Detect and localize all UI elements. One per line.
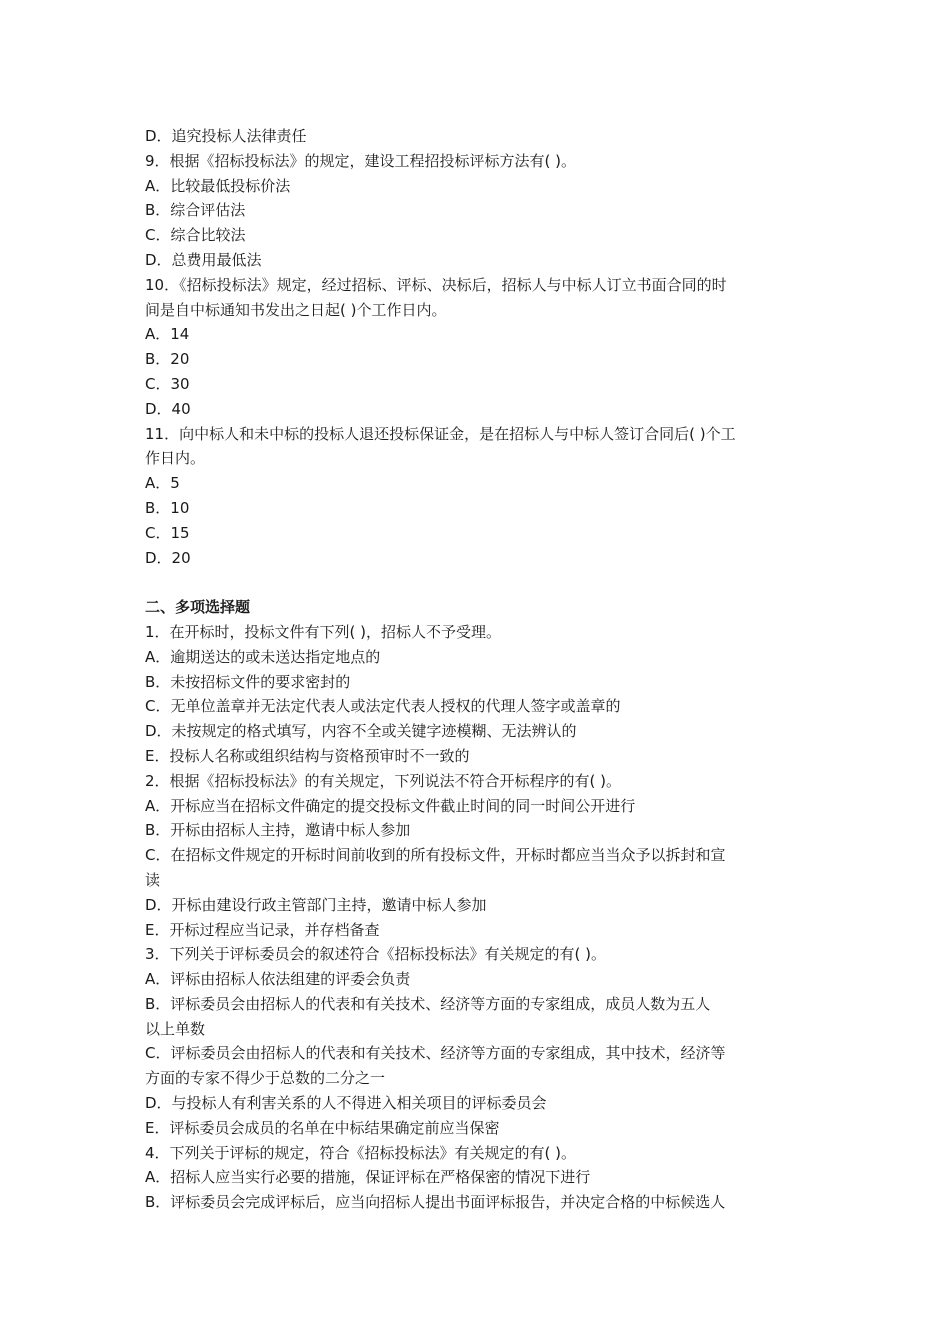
text-line: A．招标人应当实行必要的措施，保证评标在严格保密的情况下进行 <box>145 1168 591 1187</box>
text-line: B．未按招标文件的要求密封的 <box>145 672 351 691</box>
text-line: E．投标人名称或组织结构与资格预审时不一致的 <box>145 746 470 765</box>
text-line: D．开标由建设行政主管部门主持，邀请中标人参加 <box>145 895 487 914</box>
text-line: E．开标过程应当记录，并存档备查 <box>145 920 380 939</box>
text-line: C．30 <box>145 374 190 393</box>
text-line: B．评标委员会完成评标后，应当向招标人提出书面评标报告，并决定合格的中标候选人 <box>145 1193 726 1212</box>
text-line: D．追究投标人法律责任 <box>145 127 307 145</box>
text-line: C．无单位盖章并无法定代表人或法定代表人授权的代理人签字或盖章的 <box>145 697 621 716</box>
text-line: 作日内。 <box>145 449 206 468</box>
text-line: 3．下列关于评标委员会的叙述符合《招标投标法》有关规定的有( )。 <box>145 945 607 964</box>
text-line: E．评标委员会成员的名单在中标结果确定前应当保密 <box>145 1118 500 1137</box>
text-line: A．开标应当在招标文件确定的提交投标文件截止时间的同一时间公开进行 <box>145 796 636 815</box>
text-line: 2．根据《招标投标法》的有关规定，下列说法不符合开标程序的有( )。 <box>145 771 622 790</box>
text-line: A．5 <box>145 474 180 493</box>
text-line: B．10 <box>145 498 190 517</box>
text-line: D．与投标人有利害关系的人不得进入相关项目的评标委员会 <box>145 1094 547 1113</box>
text-line: 1．在开标时，投标文件有下列( )，招标人不予受理。 <box>145 622 502 641</box>
single-choice-section <box>145 124 810 570</box>
text-line: 以上单数 <box>145 1019 206 1038</box>
section-spacer <box>145 570 810 595</box>
text-line: B．综合评估法 <box>145 201 246 220</box>
text-line: B．20 <box>145 350 190 369</box>
text-line: D．总费用最低法 <box>145 250 262 269</box>
text-line: D．未按规定的格式填写，内容不全或关键字迹模糊、无法辨认的 <box>145 722 577 741</box>
document-page <box>145 124 810 1215</box>
text-line: 11．向中标人和未中标的投标人退还投标保证金，是在招标人与中标人签订合同后( )个工 <box>145 424 736 443</box>
text-line: A．14 <box>145 325 190 344</box>
text-line: B．评标委员会由招标人的代表和有关技术、经济等方面的专家组成，成员人数为五人 <box>145 994 711 1013</box>
text-line: 间是自中标通知书发出之日起( )个工作日内。 <box>145 300 447 319</box>
text-line: 9．根据《招标投标法》的规定，建设工程招投标评标方法有( )。 <box>145 151 577 170</box>
text-line: A．评标由招标人依法组建的评委会负责 <box>145 970 411 989</box>
text-line: 读 <box>145 870 161 889</box>
section-heading: 二、多项选择题 <box>145 598 251 617</box>
text-line: C．综合比较法 <box>145 226 246 245</box>
text-line: 方面的专家不得少于总数的二分之一 <box>145 1069 386 1088</box>
text-line: C．在招标文件规定的开标时间前收到的所有投标文件，开标时都应当当众予以拆封和宣 <box>145 846 726 865</box>
multiple-choice-section <box>145 620 810 1215</box>
text-line: D．20 <box>145 548 191 567</box>
text-line: A．逾期送达的或未送达指定地点的 <box>145 647 381 666</box>
text-line: A．比较最低投标价法 <box>145 176 291 195</box>
text-line: B．开标由招标人主持，邀请中标人参加 <box>145 821 411 840</box>
text-line: C．评标委员会由招标人的代表和有关技术、经济等方面的专家组成，其中技术，经济等 <box>145 1044 726 1063</box>
text-line: D．40 <box>145 399 191 418</box>
text-line: C．15 <box>145 523 190 542</box>
text-line: 4．下列关于评标的规定，符合《招标投标法》有关规定的有( )。 <box>145 1143 577 1162</box>
text-line: 10．《招标投标法》规定，经过招标、评标、决标后，招标人与中标人订立书面合同的时 <box>145 275 727 294</box>
